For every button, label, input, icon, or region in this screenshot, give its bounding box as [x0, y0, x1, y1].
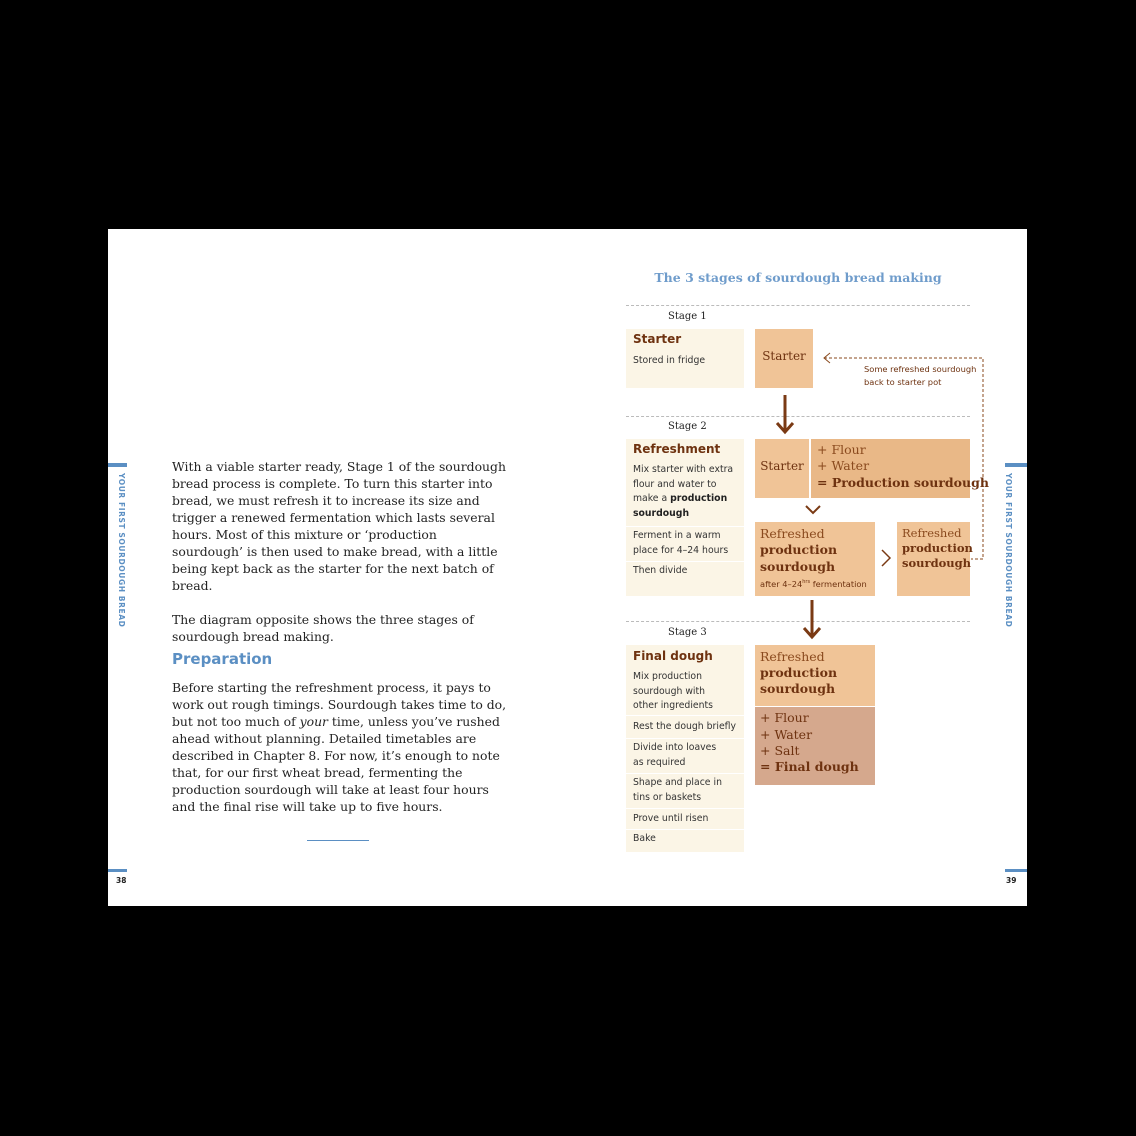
chevron-right-icon [878, 547, 894, 569]
split-line-1: Refreshed [902, 526, 962, 540]
stage-2-item-divide: Then divide [633, 565, 688, 576]
left-running-head: YOUR FIRST SOURDOUGH BREAD [117, 473, 126, 628]
stage-3-item-divide-line-2: as required [633, 756, 686, 768]
split-line-3: sourdough [902, 556, 972, 570]
refreshed-note-unit: hrs [802, 579, 811, 586]
stage-2-item-mix-bold-2: sourdough [633, 507, 690, 519]
refreshed-note-end: fermentation [810, 579, 867, 589]
stage-2-separator-1 [626, 526, 744, 527]
refreshed-line-1: Refreshed [760, 526, 825, 541]
stage-2-item-mix-bold-1: production [670, 493, 728, 504]
final-add-salt: + Salt [760, 743, 800, 758]
paragraph-1: With a viable starter ready, Stage 1 of the sourdough bread process is complete. To turn this starter into bread, we must refresh it to increase its size and trigger a renewed fermentation which lasts several hours. Most of this mixture or ‘production sourdough’ is then used to make bread, with a little being kept back as the starter for the next batch of bread. [172, 459, 506, 593]
paragraph-2: The diagram opposite shows the three stages of sourdough bread making. [172, 612, 474, 644]
diagram-title: The 3 stages of sourdough bread making [654, 270, 942, 285]
refreshed-sourdough-box [755, 522, 875, 596]
stage-3-item-mix-line-1: Mix production [633, 671, 702, 682]
stage-3-item-mix-line-3: other ingredients [633, 700, 714, 711]
refreshed-note-time: after 4–24 [760, 579, 803, 589]
blue-rule [307, 840, 369, 841]
final-dough-result: = Final dough [760, 759, 859, 774]
stage-2-item-ferment [633, 529, 728, 558]
arrow-down-2-icon [802, 600, 822, 640]
starter-box-label: Starter [762, 349, 806, 363]
stage-1-panel [626, 329, 744, 388]
stage-2-panel [626, 439, 744, 596]
stage-2-title: Refreshment [633, 442, 721, 456]
left-body [172, 458, 508, 645]
stage-3-item-divide-line-1: Divide into loaves [633, 742, 717, 753]
stage-2-separator-2 [626, 561, 744, 562]
stage-3-box-line-1: Refreshed [760, 649, 825, 664]
stage-3-item-mix-line-2: sourdough with [633, 685, 706, 697]
stage-3-item-prove: Prove until risen [633, 813, 709, 824]
left-page-number: 38 [116, 876, 127, 885]
stage-2-item-ferment-line-1: Ferment in a warm [633, 530, 721, 541]
final-dough-box [755, 707, 875, 785]
stage-3-item-mix [633, 670, 713, 714]
left-edge-tab-bottom [108, 869, 127, 872]
book-spread [108, 229, 1027, 906]
stage-3-title: Final dough [633, 649, 713, 663]
starter-box [755, 329, 813, 388]
return-loop-note-line-1: Some refreshed sourdough [864, 364, 977, 374]
stage-3-label: Stage 3 [668, 627, 707, 638]
stage-2-item-ferment-line-2: place for 4–24 hours [633, 544, 729, 556]
stage-2-item-mix-line-2: flour and water to [633, 478, 717, 490]
right-running-head: YOUR FIRST SOURDOUGH BREAD [1004, 473, 1013, 628]
left-edge-tab-top [108, 463, 127, 467]
stage-3-box-line-2: production [760, 665, 838, 680]
split-sourdough-box [897, 522, 973, 596]
chevron-down-icon [803, 503, 823, 517]
return-loop-note [864, 363, 976, 389]
stage-3-separator-1 [626, 715, 744, 716]
stage-2-result: = Production sourdough [817, 475, 989, 490]
stage-2-item-mix-line-3: make a [633, 493, 671, 504]
stage-1-title: Starter [633, 332, 682, 346]
stage-3-divider [626, 621, 970, 622]
stage-3-box-line-3: sourdough [760, 681, 836, 696]
stage-3-item-divide [633, 741, 716, 770]
stage-3-separator-4 [626, 808, 744, 809]
stage-3-sourdough-box [755, 645, 875, 706]
right-edge-tab-top [1005, 463, 1027, 467]
final-add-water: + Water [760, 727, 813, 742]
paragraph-3-emphasis: your [299, 714, 328, 729]
stage-3-separator-3 [626, 773, 744, 774]
stage-3-item-bake: Bake [633, 833, 656, 844]
refreshed-note [760, 579, 867, 589]
stage-2-item-mix-line-1: Mix starter with extra [633, 464, 734, 475]
stage-2-add-flour: + Flour [817, 442, 866, 457]
heading-preparation: Preparation [172, 650, 273, 668]
stage-1-label: Stage 1 [668, 311, 707, 322]
stage-3-item-shape [633, 776, 722, 805]
refreshed-line-2: production [760, 542, 838, 557]
right-page-number: 39 [1006, 876, 1017, 885]
stage-1-divider [626, 305, 970, 306]
paragraph-3-start: Before starting the refreshment process, it pays to work out rough timings. Sourdough takes time to do, but not too much of [172, 680, 507, 729]
stage-3-panel [626, 645, 744, 852]
final-add-flour: + Flour [760, 710, 809, 725]
stage-3-item-rest: Rest the dough briefly [633, 721, 737, 732]
stage-1-item: Stored in fridge [633, 355, 706, 366]
stage-3-item-shape-line-1: Shape and place in [633, 777, 722, 788]
stage-2-starter-box [755, 439, 809, 498]
stage-2-item-mix [633, 463, 733, 521]
stage-3-separator-2 [626, 738, 744, 739]
stage-2-ingredients-box [811, 439, 989, 498]
arrow-down-1-icon [775, 395, 795, 435]
return-loop-note-line-2: back to starter pot [864, 377, 942, 387]
stage-2-label: Stage 2 [668, 421, 707, 432]
stage-3-separator-5 [626, 829, 744, 830]
stage-2-add-water: + Water [817, 458, 870, 473]
split-line-2: production [902, 541, 973, 555]
paragraph-3 [172, 679, 508, 815]
stage-2-starter-label: Starter [760, 459, 804, 473]
paragraph-3-end: time, unless you’ve rushed ahead without planning. Detailed timetables are described in Chapter 8. For now, it’s enough to note that, for our first wheat bread, fermenting the production sourdough will take at least four hours and the final rise will take up to five hours. [172, 714, 500, 814]
refreshed-line-3: sourdough [760, 559, 836, 574]
right-edge-tab-bottom [1005, 869, 1027, 872]
stage-3-item-shape-line-2: tins or baskets [633, 791, 702, 803]
